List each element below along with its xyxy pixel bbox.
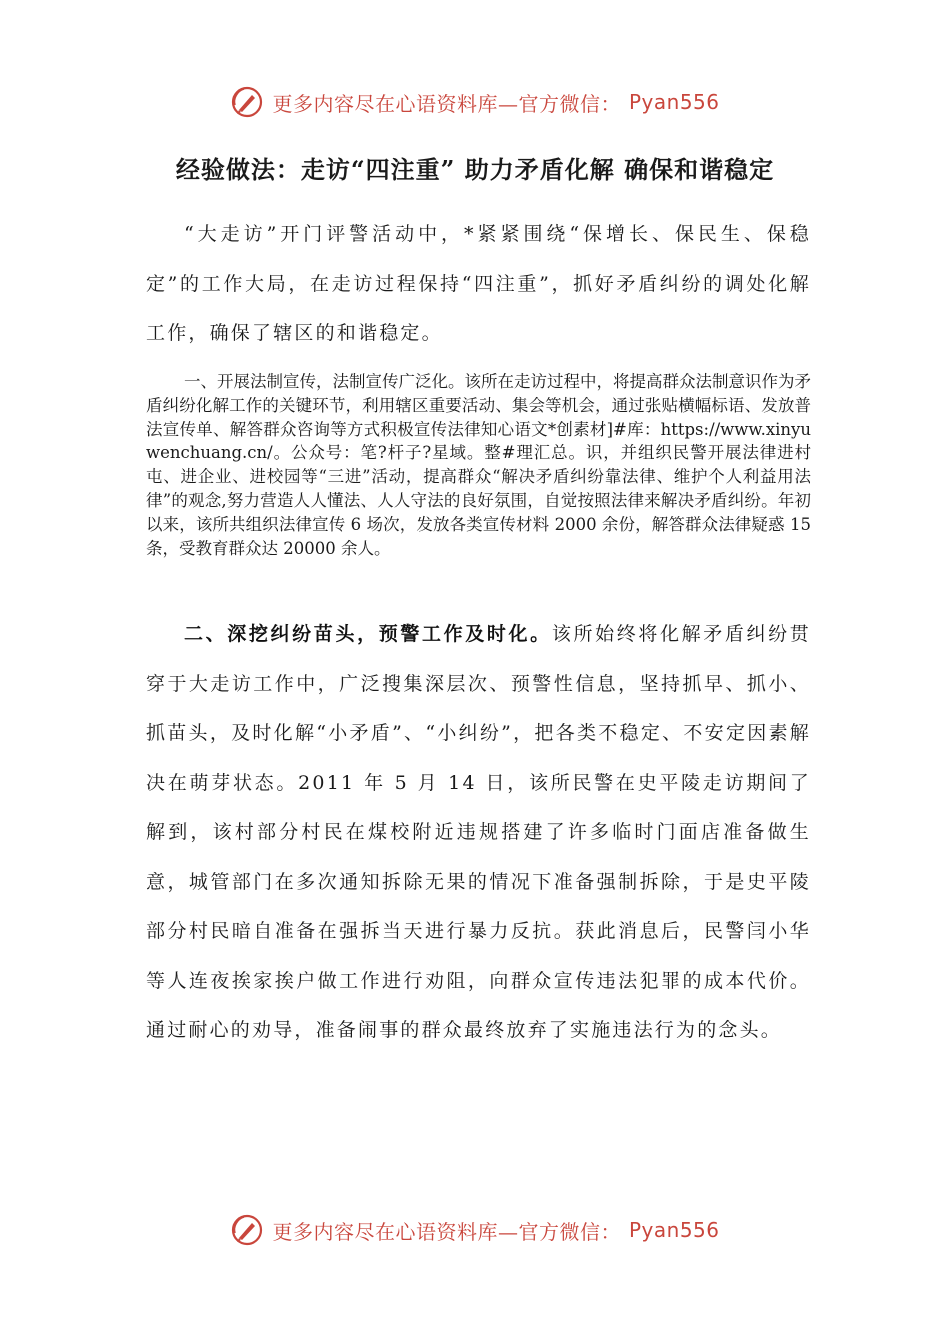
section-2-heading: 二、深挖纠纷苗头，预警工作及时化。 bbox=[184, 623, 552, 645]
footer-banner bbox=[0, 1208, 950, 1252]
intro-paragraph: “大走访”开门评警活动中，*紧紧围绕“保增长、保民生、保稳定”的工作大局，在走访过程保持“四注重”，抓好矛盾纠纷的调处化解工作，确保了辖区的和谐稳定。 bbox=[146, 223, 811, 344]
document-title: 经验做法：走访“四注重” 助力矛盾化解 确保和谐稳定 bbox=[175, 155, 775, 184]
header-banner bbox=[0, 80, 950, 124]
banner-text: 更多内容尽在心语资料库—官方微信： bbox=[272, 1219, 621, 1244]
wechat-id: Pyan556 bbox=[628, 90, 720, 114]
pen-logo-icon bbox=[230, 1213, 264, 1247]
banner-text: 更多内容尽在心语资料库—官方微信： bbox=[272, 91, 621, 116]
section-1-paragraph: 一、开展法制宣传，法制宣传广泛化。该所在走访过程中，将提高群众法制意识作为矛盾纠纷化解工作的关键环节，利用辖区重要活动、集会等机会，通过张贴横幅标语、发放普法宣传单、解答群众咨询等方式积极宣传法律知心语文*创素材]#库：https://www.xinyuwenchuang.cn/。公众号：笔?杆子?星域。整#理汇总。识，并组织民警开展法律进村屯、进企业、进校园等“三进”活动，提高群众“解决矛盾纠纷靠法律、维护个人利益用法律”的观念,努力营造人人懂法、人人守法的良好氛围，自觉按照法律来解决矛盾纠纷。年初以来，该所共组织法律宣传 6 场次，发放各类宣传材料 2000 余份，解答群众法律疑惑 15 条，受教育群众达 20000 余人。 bbox=[146, 372, 811, 558]
section-2-body: 该所始终将化解矛盾纠纷贯穿于大走访工作中，广泛搜集深层次、预警性信息，坚持抓早、抓小、抓苗头，及时化解“小矛盾”、“小纠纷”，把各类不稳定、不安定因素解决在萌芽状态。2011 年 5 月 14 日，该所民警在史平陵走访期间了解到，该村部分村民在煤校附近违规搭建了许多临时门面店准备做生意，城管部门在多次通知拆除无果的情况下准备强制拆除，于是史平陵部分村民暗自准备在强拆当天进行暴力反抗。获此消息后，民警闫小华等人连夜挨家挨户做工作进行劝阻，向群众宣传违法犯罪的成本代价。通过耐心的劝导，准备闹事的群众最终放弃了实施违法行为的念头。 bbox=[146, 623, 812, 1041]
pen-logo-icon bbox=[230, 85, 264, 119]
section-2-paragraph bbox=[146, 610, 811, 1056]
wechat-id: Pyan556 bbox=[628, 1218, 720, 1242]
